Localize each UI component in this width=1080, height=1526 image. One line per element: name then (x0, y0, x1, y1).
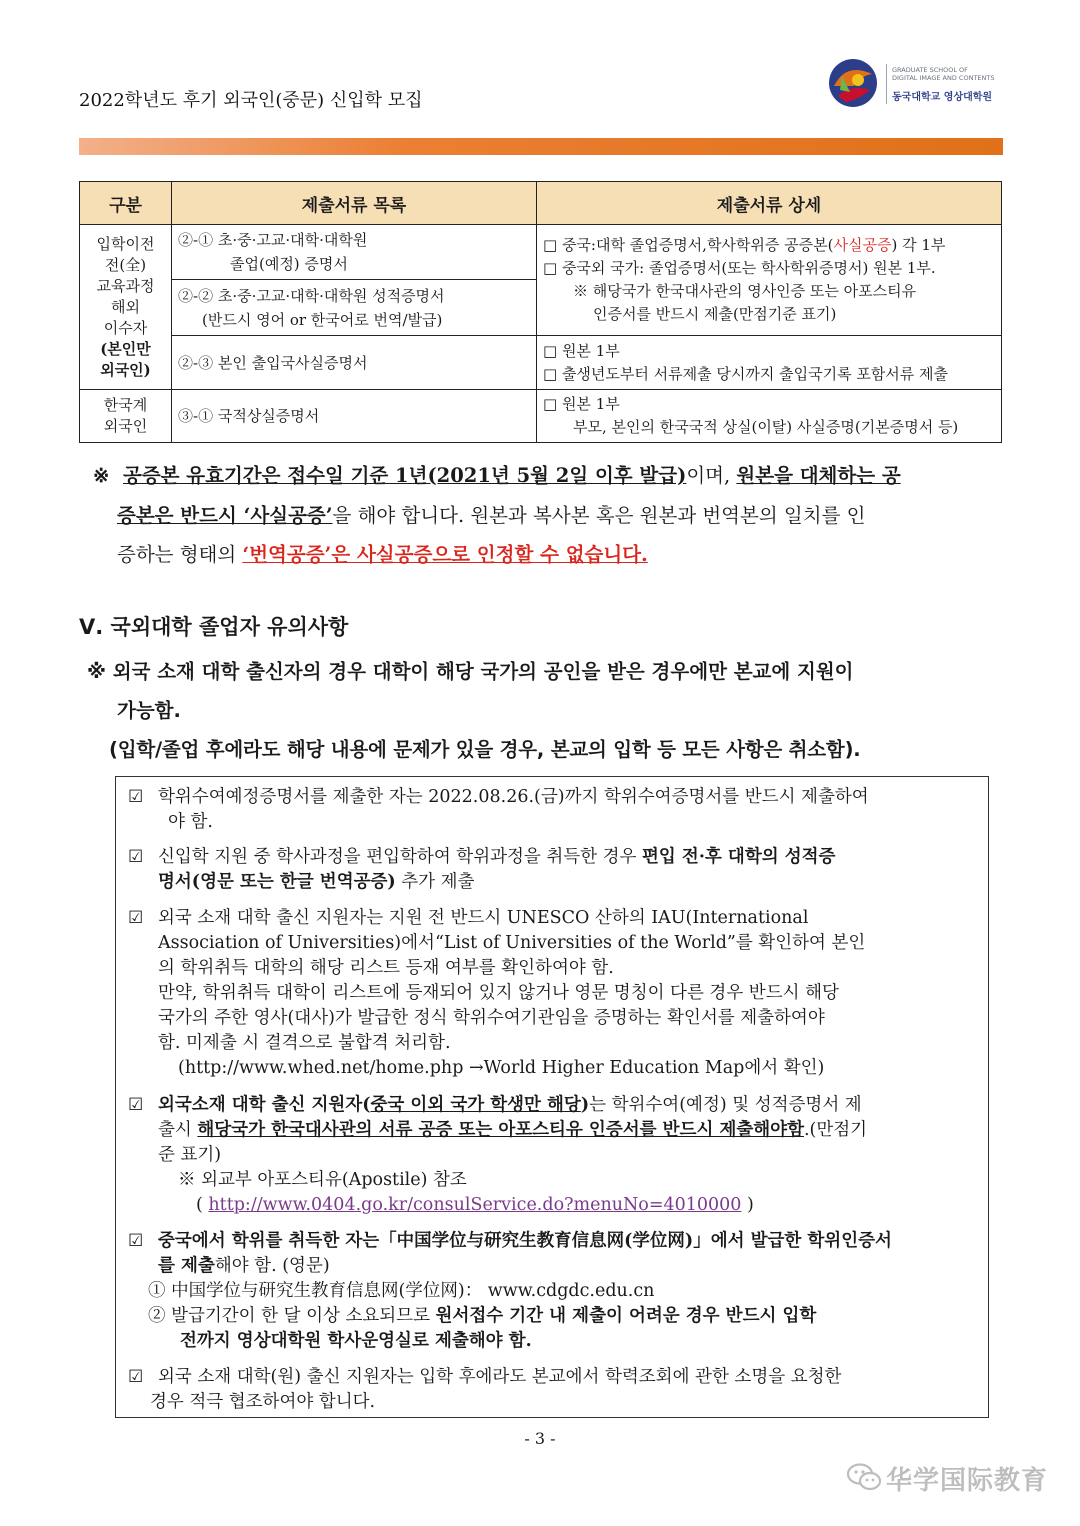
category-cell-overseas: 입학이전 전(全) 교육과정 해외 이수자 (본인만 외국인) (80, 225, 172, 390)
column-header-document-list: 제출서류 목록 (172, 182, 537, 225)
document-item-graduation-certificate: ②-① 초·중·고교·대학·대학원 졸업(예정) 증명서 (172, 225, 537, 280)
category-cell-korean-descent: 한국계 외국인 (80, 390, 172, 443)
checkbox-checked-icon: ☑ (128, 1095, 144, 1115)
checkbox-checked-icon: ☑ (128, 787, 144, 807)
table-header-row (80, 182, 1002, 225)
page-number: - 3 - (524, 1429, 556, 1448)
university-logo (826, 56, 1006, 112)
checklist-item-china-degree: ☑ 중국에서 학위를 취득한 자는「中国学位与研究生教育信息网(学位网)」에서 발급한 학위인증서 를 제출해야 함. (영문) ① 中国学位与研究生教育信息网(学位网)： www.cdgdc.edu.cn ② 발급기간이 한 달 이상 소요되므로 원서접수 기간 내 제출이 어려운 경우 반드시 입학 전까지 영상대학원 학사운영실로 제출해야 함. (128, 1231, 892, 1351)
document-header-title: 2022학년도 후기 외국인(중문) 신입학 모집 (79, 90, 423, 111)
checkbox-checked-icon: ☑ (128, 1367, 144, 1387)
column-header-category: 구분 (80, 182, 172, 225)
checkbox-checked-icon: ☑ (128, 847, 144, 867)
document-detail-entry-exit-record: □ 원본 1부 □ 출생년도부터 서류제출 당시까지 출입국기록 포함서류 제출 (537, 336, 1002, 390)
section-caution: ※ 외국 소재 대학 출신자의 경우 대학이 해당 국가의 공인을 받은 경우에만 본교에 지원이 가능함. (입학/졸업 후에라도 해당 내용에 문제가 있을 경우, 본교의 입학 등 모든 사항은 취소함). (87, 660, 861, 761)
logo-divider (886, 64, 887, 104)
header-orange-bar (79, 138, 1003, 155)
logo-emblem-icon (826, 56, 880, 110)
document-detail-nationality-loss: □ 원본 1부 부모, 본인의 한국국적 상실(이탈) 사실증명(기본증명서 등) (537, 390, 1002, 443)
document-item-entry-exit-record: ②-③ 본인 출입국사실증명서 (172, 336, 537, 390)
document-item-nationality-loss: ③-① 국적상실증명서 (172, 390, 537, 443)
notarization-note: ※ 공증본 유효기간은 접수일 기준 1년(2021년 5월 2일 이후 발급)이며, 원본을 대체하는 공 증본은 반드시 ‘사실공증’을 해야 합니다. 원본과 복사본 혹은 원본과 번역본의 일치를 인 증하는 형태의 ‘번역공증’은 사실공증으로 인정할 수 없습니다. (93, 464, 901, 566)
column-header-document-detail: 제출서류 상세 (537, 182, 1002, 225)
checklist-item-apostille: ☑ 외국소재 대학 출신 지원자(중국 이외 국가 학생만 해당)는 학위수여(예정) 및 성적증명서 제 출시 해당국가 한국대사관의 서류 공증 또는 아포스티유 인증서를 반드시 제출해야함.(만점기 준 표기) ※ 외교부 아포스티유(Apostile) 참조 ( http://www.0404.go.kr/consulService.do?menuNo=4010000 ) (128, 1095, 868, 1215)
watermark-text: 华学国际教育 (886, 1466, 1049, 1496)
table-row (80, 336, 1002, 390)
document-detail-certificates: □ 중국:대학 졸업증명서,학사학위증 공증본(사실공증) 각 1부 □ 중국외 국가: 졸업증명서(또는 학사학위증명서) 원본 1부. ※ 해당국가 한국대사관의 영사인증 또는 아포스티유 인증서를 반드시 제출(만점기준 표기) (537, 225, 1002, 336)
checklist-item-verification-cooperation: ☑ 외국 소재 대학(원) 출신 지원자는 입학 후에라도 본교에서 학력조회에 관한 소명을 요청한 경우 적극 협조하여야 합니다. (128, 1367, 842, 1412)
logo-korean-text: 동국대학교 영상대학원 (892, 92, 993, 103)
checklist-item-degree-expected: ☑ 학위수여예정증명서를 제출한 자는 2022.08.26.(금)까지 학위수여증명서를 반드시 제출하여 야 함. (128, 787, 869, 832)
checkbox-checked-icon: ☑ (128, 908, 144, 928)
checklist-box (115, 776, 989, 1418)
logo-english-text: GRADUATE SCHOOL OF DIGITAL IMAGE AND CONTENTS (892, 66, 995, 82)
wechat-icon (846, 1462, 882, 1492)
table-row (80, 390, 1002, 443)
section-title: Ⅴ. 국외대학 졸업자 유의사항 (79, 615, 349, 639)
table-row (80, 225, 1002, 280)
document-item-transcript: ②-② 초·중·고교·대학·대학원 성적증명서 (반드시 영어 or 한국어로 번역/발급) (172, 280, 537, 336)
checklist-item-unesco-iau: ☑ 외국 소재 대학 출신 지원자는 지원 전 반드시 UNESCO 산하의 IAU(International Association of Universities)에서“List of Universities of the World”를 확인하여 본인 의 학위취득 대학의 해당 리스트 등재 여부를 확인하여야 함. 만약, 학위취득 대학이 리스트에 등재되어 있지 않거나 영문 명칭이 다른 경우 반드시 해당 국가의 주한 영사(대사)가 발급한 정식 학위수여기관임을 증명하는 확인서를 제출하여야 함. 미제출 시 결격으로 불합격 처리함. (http://www.whed.net/home.php →World Higher Education Map에서 확인) (128, 908, 866, 1078)
checkbox-checked-icon: ☑ (128, 1231, 144, 1251)
checklist-item-transfer-transcript: ☑ 신입학 지원 중 학사과정을 편입학하여 학위과정을 취득한 경우 편입 전·후 대학의 성적증 명서(영문 또는 한글 번역공증) 추가 제출 (128, 847, 836, 892)
apostille-link[interactable]: http://www.0404.go.kr/consulService.do?menuNo=4010000 (208, 1195, 742, 1215)
watermark (846, 1458, 1056, 1498)
required-documents-table (79, 181, 1002, 443)
